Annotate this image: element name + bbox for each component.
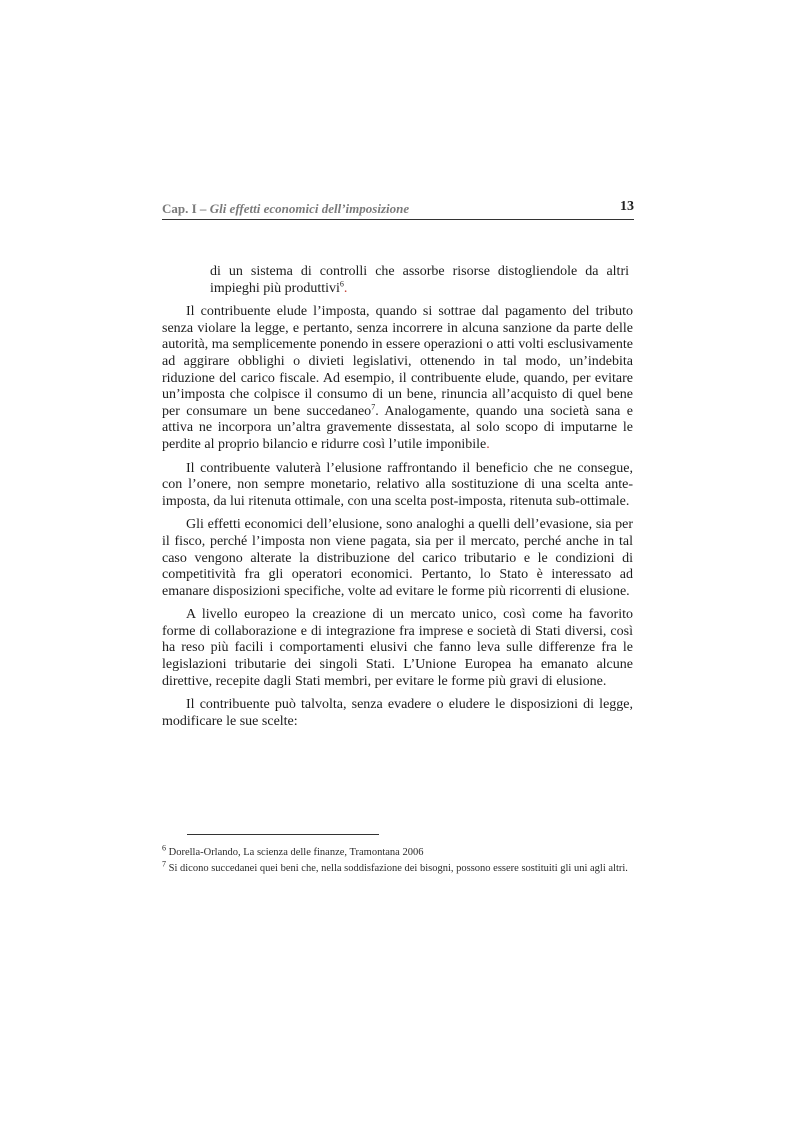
body-text [162, 264, 633, 737]
paragraph-1-part-b: . Analogamente, quando una società sana e attiva ne incorpora un’altra gravemente dissestata, al solo scopo di imputarne le perdite al proprio bilancio e ridurre così l’utile imponibile [162, 403, 634, 452]
footnote-number: 6 [162, 843, 166, 853]
chapter-heading [162, 201, 409, 217]
footnote-text: Dorella-Orlando, La scienza delle finanze, Tramontana 2006 [166, 847, 424, 858]
footnote-7 [162, 859, 633, 875]
running-header [162, 199, 634, 220]
footnote-number: 7 [162, 859, 166, 869]
paragraph-5: Il contribuente può talvolta, senza evadere o eludere le disposizioni di legge, modificare le sue scelte: [162, 697, 633, 729]
paragraph-2: Il contribuente valuterà l’elusione raffrontando il beneficio che ne consegue, con l’onere, non sempre monetario, relativo alla sostituzione di una scelta ante-imposta, da lui ritenuta ottimale, con una scelta post-imposta, ritenuta sub-ottimale. [162, 460, 633, 509]
quote-end: . [343, 280, 348, 296]
chapter-title: – Gli effetti economici dell’imposizione [196, 201, 410, 216]
footnote-ref-7: 7 [371, 402, 376, 412]
footnote-6 [162, 843, 633, 859]
paragraph-3: Gli effetti economici dell’elusione, sono analoghi a quelli dell’evasione, sia per il fisco, perché l’imposta non viene pagata, sia per il mercato, perché anche in tal caso vengono alterate la distribuzione del carico tributario e le condizioni di competitività fra gli operatori economici. Pertanto, lo Stato è interessato ad emanare disposizioni specifiche, volte ad evitare le forme più ricorrenti di elusione. [162, 517, 633, 599]
footnote-ref-6: 6 [339, 278, 344, 288]
page-number: 13 [620, 199, 634, 214]
paragraph-1-end: . [486, 436, 490, 452]
quote-text: di un sistema di controlli che assorbe risorse distogliendole da altri impieghi più produttivi [210, 264, 629, 296]
footnote-separator [187, 834, 379, 835]
paragraph-1 [162, 304, 633, 453]
paragraph-1-part-a: Il contribuente elude l’imposta, quando si sottrae dal pagamento del tributo senza violare la legge, e pertanto, senza incorrere in alcuna sanzione da parte delle autorità, ma semplicemente ponendo in essere operazioni o atti volti esclusivamente ad aggirare obblighi o divieti legislativi, ottenendo in tal modo, un’indebita riduzione del carico fiscale. Ad esempio, il contribuente elude, quando, per evitare un’imposta che colpisce il consumo di un bene, rinuncia all’acquisto di quel bene per consumare un bene succedaneo [162, 304, 633, 419]
footnotes [162, 843, 633, 878]
chapter-label: Cap. I [162, 201, 197, 216]
quote-paragraph [210, 264, 629, 297]
paragraph-4: A livello europeo la creazione di un mercato unico, così come ha favorito forme di collaborazione e di integrazione fra imprese e società di Stati diversi, così ha reso più facili i comportamenti elusivi che fanno leva sulle differenze fra le legislazioni tributarie dei singoli Stati. L’Unione Europea ha emanato alcune direttive, recepite dagli Stati membri, per evitare le forme più gravi di elusione. [162, 607, 633, 689]
footnote-text: Si dicono succedanei quei beni che, nella soddisfazione dei bisogni, possono essere sostituiti gli uni agli altri. [166, 863, 628, 874]
